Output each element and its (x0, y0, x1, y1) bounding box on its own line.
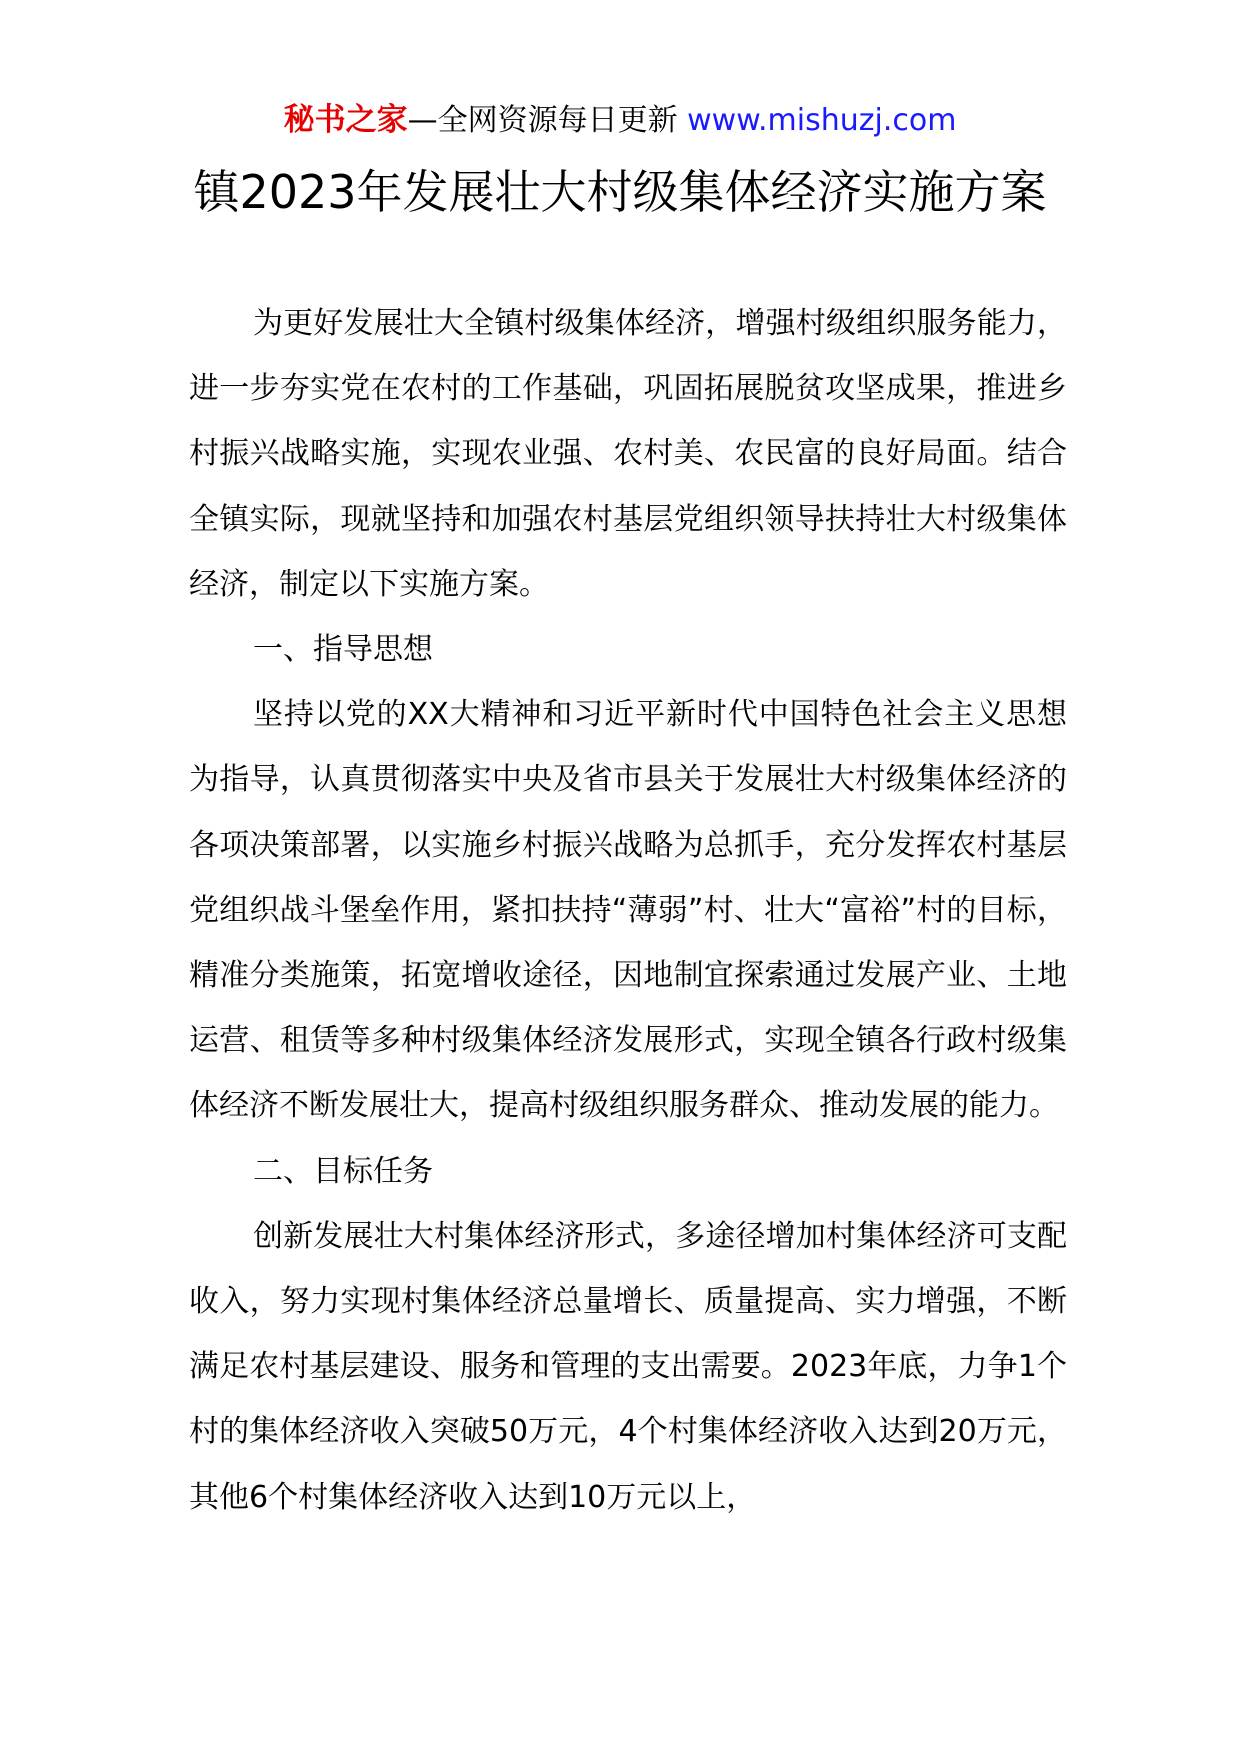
site-header (0, 100, 1240, 141)
document-body (189, 291, 1067, 1530)
guiding-thought-paragraph: 坚持以党的XX大精神和习近平新时代中国特色社会主义思想为指导，认真贯彻落实中央及省市县关于发展壮大村级集体经济的各项决策部署，以实施乡村振兴战略为总抓手，充分发挥农村基层党组织战斗堡垒作用，紧扣扶持“薄弱”村、壮大“富裕”村的目标，精准分类施策，拓宽增收途径，因地制宜探索通过发展产业、土地运营、租赁等多种村级集体经济发展形式，实现全镇各行政村级集体经济不断发展壮大，提高村级组织服务群众、推动发展的能力。 (189, 697, 1067, 1124)
goals-paragraph: 创新发展壮大村集体经济形式，多途径增加村集体经济可支配收入，努力实现村集体经济总量增长、质量提高、实力增强，不断满足农村基层建设、服务和管理的支出需要。2023年底，力争1个村的集体经济收入突破50万元，4个村集体经济收入达到20万元，其他6个村集体经济收入达到10万元以上， (189, 1218, 1067, 1515)
section-heading-guiding-thought: 一、指导思想 (253, 632, 433, 668)
header-tagline: —全网资源每日更新 (407, 103, 688, 138)
intro-paragraph: 为更好发展壮大全镇村级集体经济，增强村级组织服务能力，进一步夯实党在农村的工作基础，巩固拓展脱贫攻坚成果，推进乡村振兴战略实施，实现农业强、农村美、农民富的良好局面。结合全镇实际，现就坚持和加强农村基层党组织领导扶持壮大村级集体经济，制定以下实施方案。 (189, 306, 1067, 602)
site-url-link[interactable]: www.mishuzj.com (687, 103, 957, 138)
brand-name: 秘书之家 (283, 102, 408, 138)
document-title: 镇2023年发展壮大村级集体经济实施方案 (193, 165, 1047, 219)
section-heading-goals: 二、目标任务 (253, 1153, 433, 1189)
